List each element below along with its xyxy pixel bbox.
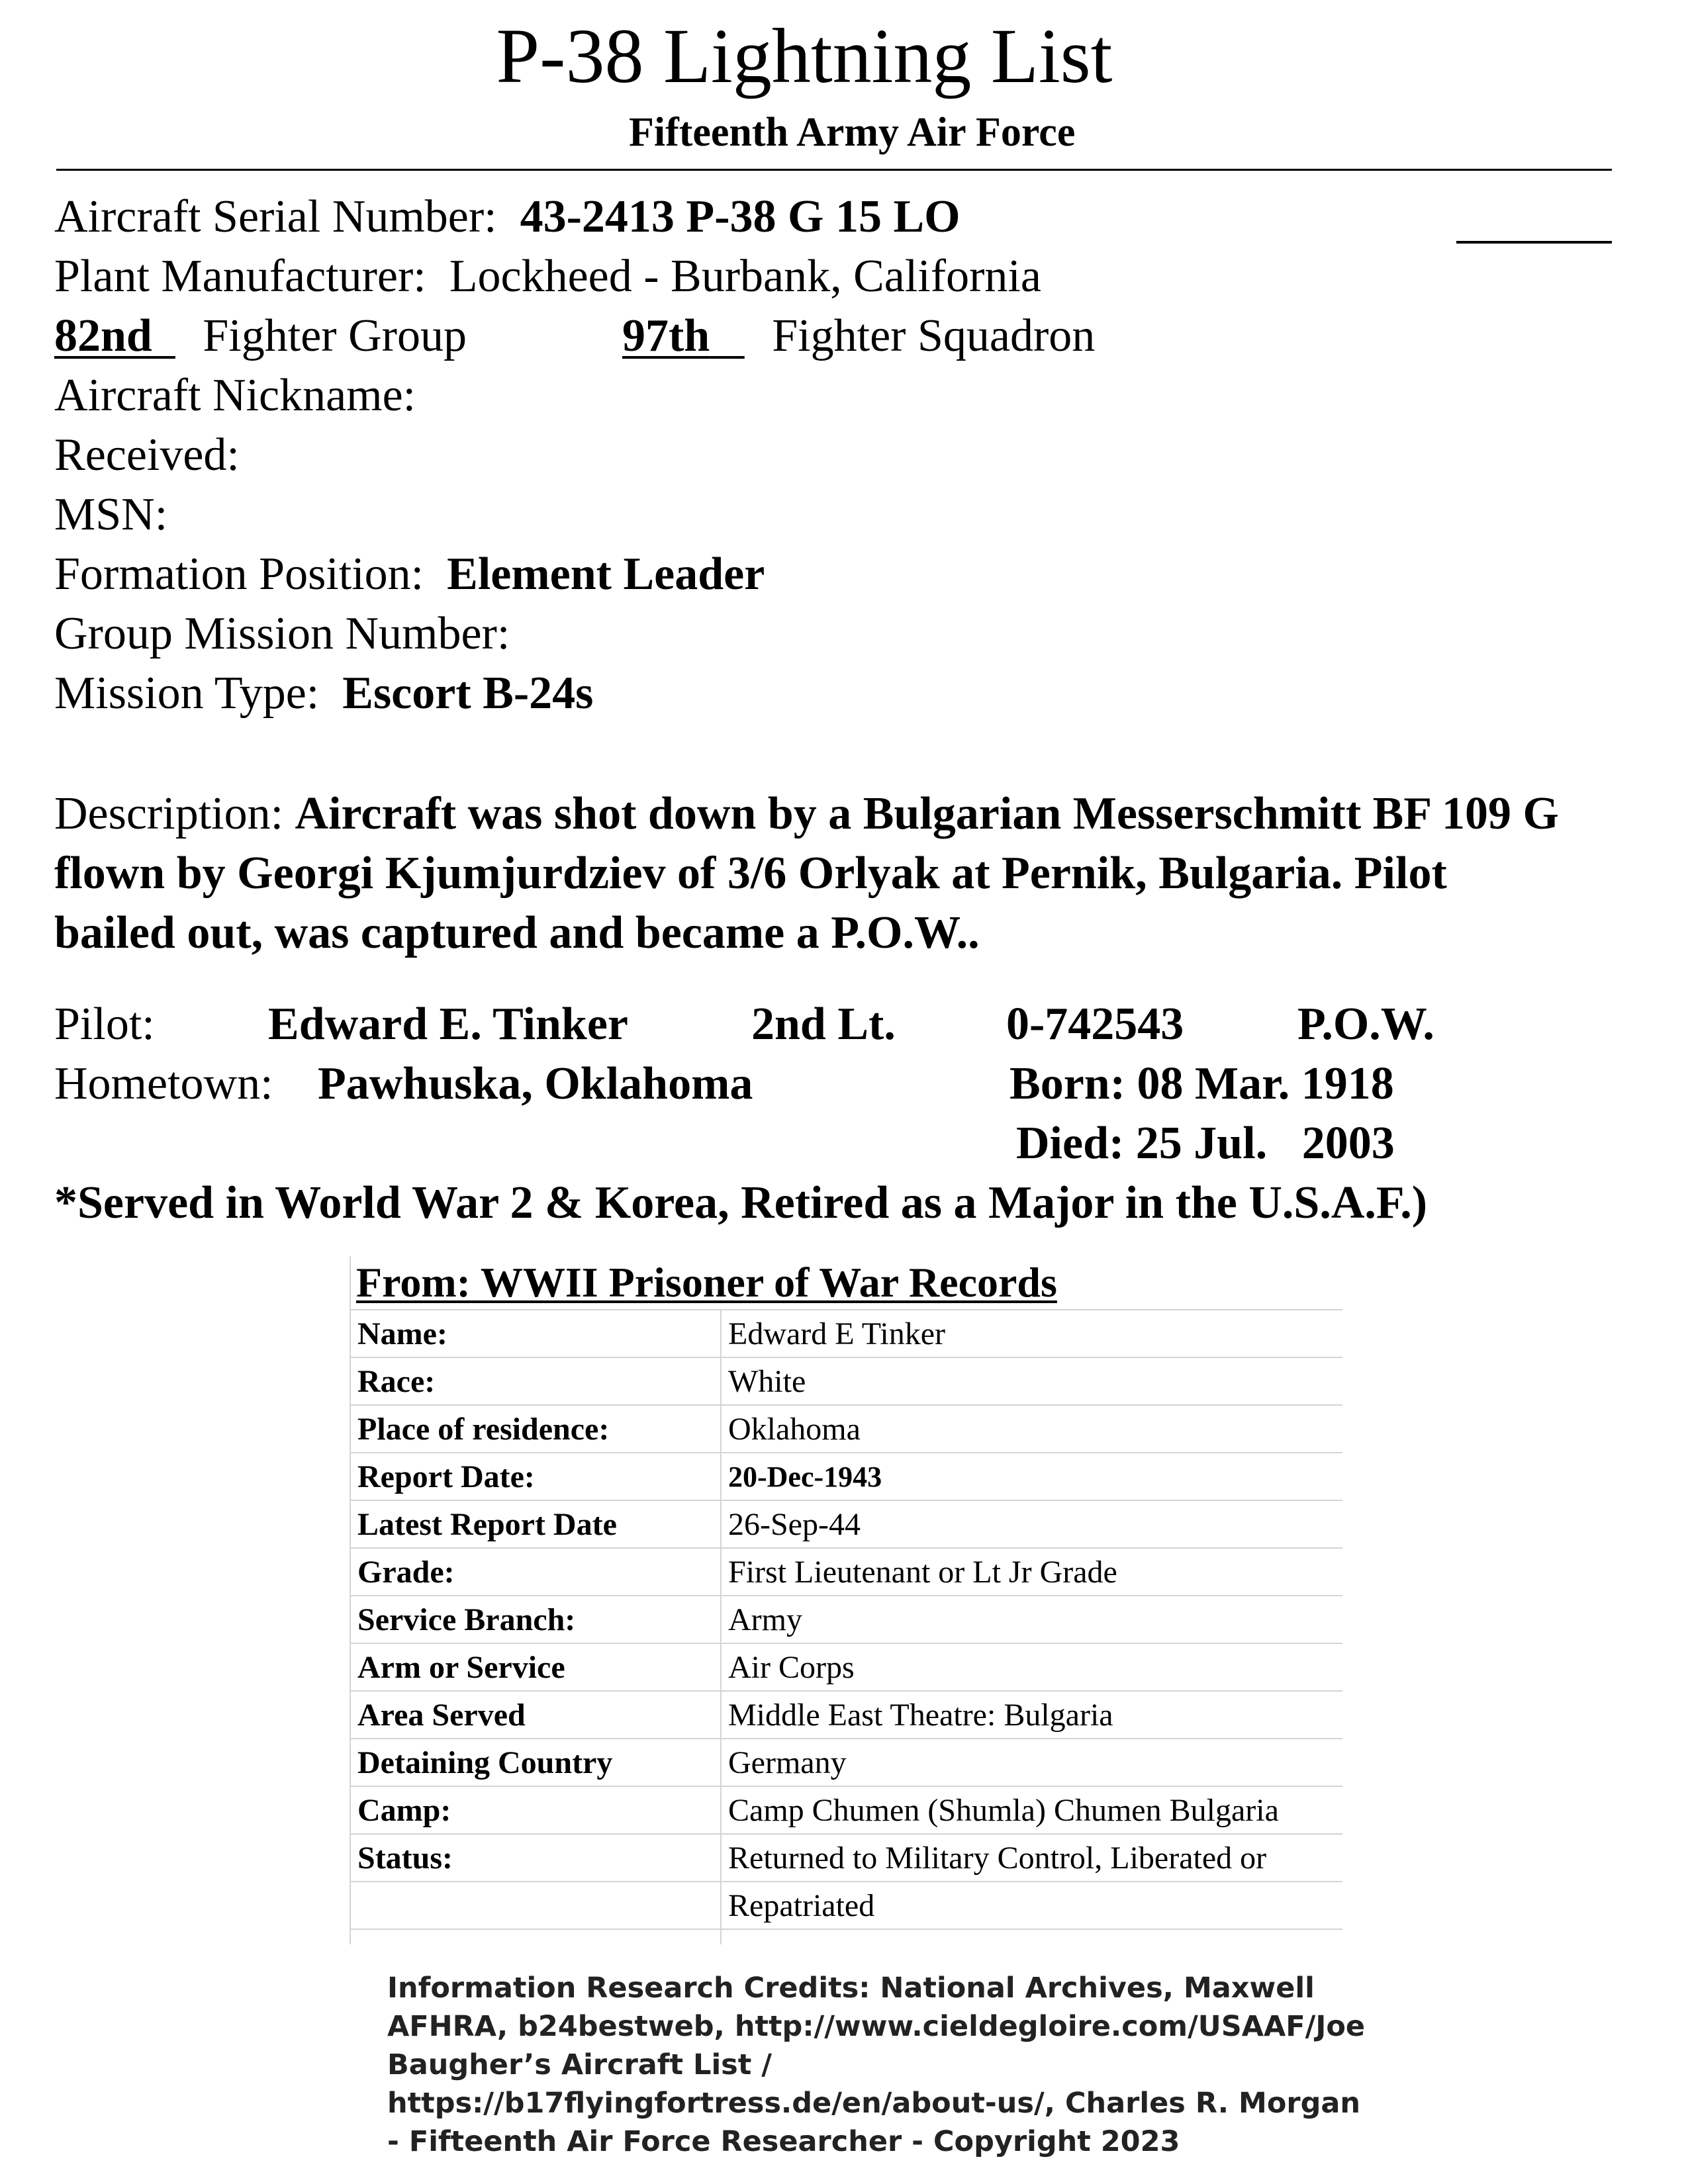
formation-value: Element Leader	[447, 549, 765, 600]
squadron-label: Fighter Squadron	[772, 310, 1096, 361]
row-key: Latest Report Date	[357, 1507, 617, 1542]
row-value: Edward E Tinker	[728, 1316, 945, 1351]
table-row	[350, 1595, 1342, 1644]
formation-label: Formation Position:	[54, 549, 424, 600]
plant-label: Plant Manufacturer:	[54, 251, 426, 302]
row-value: 26-Sep-44	[728, 1507, 861, 1542]
table-row	[350, 1357, 1342, 1406]
table-row	[350, 1309, 1342, 1358]
squadron-row	[622, 306, 1095, 366]
plant-value: Lockheed - Burbank, California	[449, 251, 1041, 302]
table-row	[350, 1881, 1342, 1930]
pow-table-heading: From: WWII Prisoner of War Records	[356, 1259, 1057, 1306]
formation-row	[54, 545, 765, 604]
hometown-label: Hometown:	[54, 1058, 273, 1109]
group-label: Fighter Group	[203, 310, 467, 361]
died-date: Died: 25 Jul. 2003	[1016, 1118, 1395, 1169]
row-key: Place of residence:	[357, 1412, 610, 1447]
group-value: 82nd	[54, 310, 152, 361]
row-value: First Lieutenant or Lt Jr Grade	[728, 1555, 1117, 1590]
service-note: *Served in World War 2 & Korea, Retired as a Major in the U.S.A.F.)	[54, 1177, 1428, 1228]
table-row	[350, 1643, 1342, 1692]
table-row	[350, 1738, 1342, 1787]
pilot-status: P.O.W.	[1297, 999, 1434, 1050]
row-key: Arm or Service	[357, 1650, 565, 1685]
table-row	[350, 1500, 1342, 1549]
group-squadron-row	[54, 306, 467, 366]
row-value: Air Corps	[728, 1650, 855, 1685]
mission-type-label: Mission Type:	[54, 668, 320, 719]
row-key: Race:	[357, 1364, 436, 1399]
row-value: White	[728, 1364, 806, 1399]
table-row	[350, 1690, 1342, 1739]
row-value: Germany	[728, 1745, 847, 1780]
page-title: P-38 Lightning List	[496, 13, 1113, 99]
table-bottom-border	[350, 1929, 1342, 1930]
plant-row	[54, 247, 1041, 306]
pilot-label: Pilot:	[54, 999, 155, 1050]
row-key: Area Served	[357, 1698, 526, 1733]
row-value: Camp Chumen (Shumla) Chumen Bulgaria	[728, 1793, 1279, 1828]
mission-type-row	[54, 664, 593, 723]
pow-records-table	[350, 1256, 1342, 1944]
research-credits: Information Research Credits: National Archives, Maxwell AFHRA, b24bestweb, http://www.cieldegloire.com/USAAF/Joe Baugher’s Aircraft List / https://b17flyingfortress.de/en/about-us/, Charles R. Morgan - Fifteenth Air Force Researcher - Copyright 2023	[387, 1972, 1366, 2158]
squadron-value: 97th	[622, 310, 710, 361]
pilot-rank: 2nd Lt.	[751, 999, 896, 1050]
received-label: Received:	[54, 430, 240, 480]
description-text: Aircraft was shot down by a Bulgarian Messerschmitt BF 109 G flown by Georgi Kjumjurdziev of 3/6 Orlyak at Pernik, Bulgaria. Pilot bailed out, was captured and became a P.O.W..	[54, 788, 1559, 958]
nickname-label: Aircraft Nickname:	[54, 370, 416, 421]
pilot-name: Edward E. Tinker	[268, 999, 628, 1050]
msn-label: MSN:	[54, 489, 168, 540]
row-key: Report Date:	[357, 1459, 535, 1494]
serial-label: Aircraft Serial Number:	[54, 191, 497, 242]
row-key: Detaining Country	[357, 1745, 613, 1780]
row-key: Name:	[357, 1316, 447, 1351]
row-value: Repatriated	[728, 1888, 875, 1923]
mission-type-value: Escort B-24s	[342, 668, 594, 719]
description-label: Description:	[54, 788, 284, 839]
table-row	[350, 1404, 1342, 1453]
row-key: Status:	[357, 1841, 453, 1876]
born-date: Born: 08 Mar. 1918	[1009, 1058, 1394, 1109]
serial-row	[54, 187, 961, 247]
row-value: Returned to Military Control, Liberated or	[728, 1841, 1267, 1876]
description	[54, 784, 1577, 963]
row-value: Middle East Theatre: Bulgaria	[728, 1698, 1113, 1733]
table-row	[350, 1833, 1342, 1882]
row-key: Service Branch:	[357, 1602, 576, 1637]
serial-blank-line	[1456, 241, 1612, 244]
table-row	[350, 1452, 1342, 1501]
hometown-value: Pawhuska, Oklahoma	[318, 1058, 753, 1109]
group-mission-label: Group Mission Number:	[54, 608, 510, 659]
row-key: Grade:	[357, 1555, 455, 1590]
table-row	[350, 1547, 1342, 1596]
table-row	[350, 1786, 1342, 1835]
page-subtitle: Fifteenth Army Air Force	[629, 110, 1076, 155]
pilot-service-number: 0-742543	[1006, 999, 1184, 1050]
row-key: Camp:	[357, 1793, 451, 1828]
header-divider	[56, 169, 1612, 171]
row-value: Army	[728, 1602, 802, 1637]
serial-value: 43-2413 P-38 G 15 LO	[520, 191, 961, 242]
row-value: 20-Dec-1943	[728, 1461, 882, 1493]
row-value: Oklahoma	[728, 1412, 861, 1447]
